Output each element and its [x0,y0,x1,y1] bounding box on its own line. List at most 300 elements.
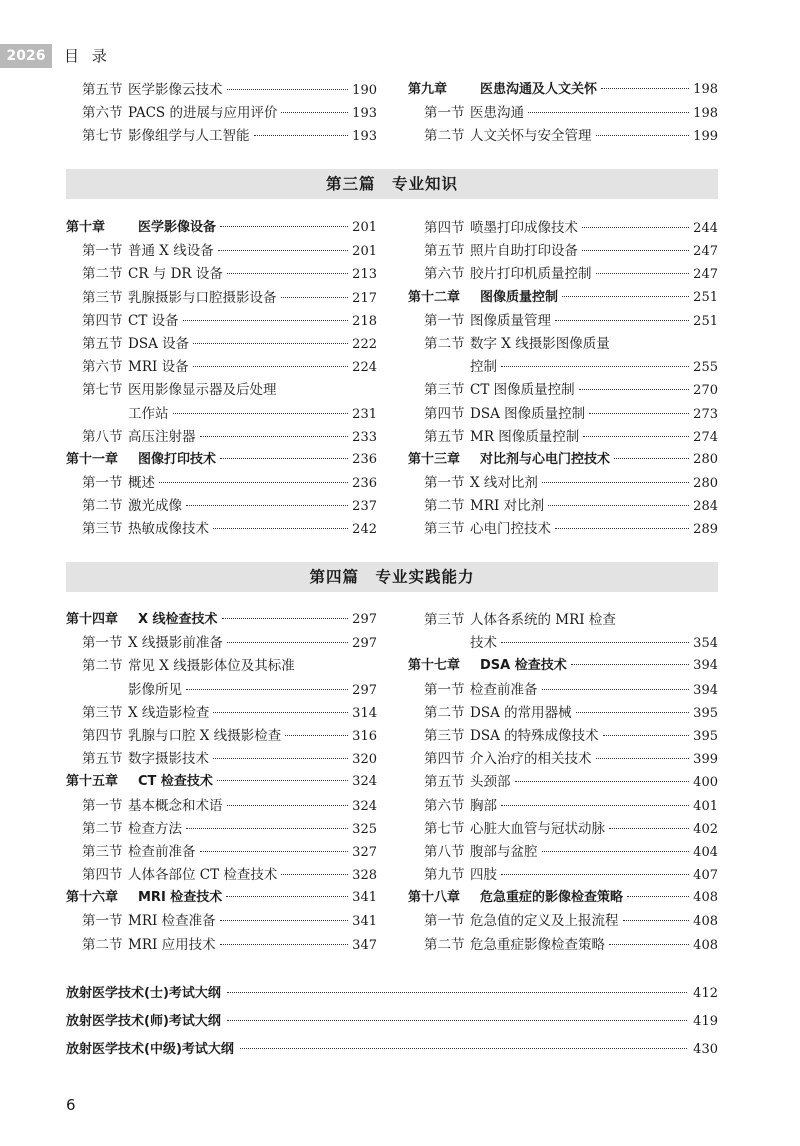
entry-page: 407 [693,868,718,884]
entry-title: 危急重症的影像检查策略 [480,890,624,906]
entry-page: 198 [693,82,718,97]
leader-dots [220,920,349,921]
entry-number: 第二节 [82,658,123,675]
entry-page: 251 [693,289,718,305]
leader-dots [583,436,689,437]
entry-title: 医用影像显示器及后处理 [128,382,277,399]
entry-title: 危急重症影像检查策略 [470,936,605,953]
entry-number: 第六节 [424,797,465,814]
entry-title: 心脏大血管与冠状动脉 [470,820,605,837]
toc-section-entry[interactable] [66,701,377,724]
toc-chapter-entry[interactable] [408,654,718,677]
entry-number: 第二节 [424,704,465,721]
entry-page: 297 [352,612,377,627]
entry-page: 247 [693,267,718,283]
toc-entry-continuation[interactable] [66,402,377,425]
entry-page: 255 [693,360,718,376]
entry-page: 327 [352,844,377,860]
toc-section-entry[interactable] [66,78,377,101]
leader-dots [589,413,689,414]
appendix-page: 419 [693,1014,718,1029]
entry-title: 人文关怀与安全管理 [470,128,592,145]
entry-title: MRI 设备 [128,359,189,376]
entry-number: 第三节 [82,704,123,721]
toc-entry-continuation[interactable] [408,631,718,654]
entry-number: 第十三章 [408,451,461,467]
toc-section-entry[interactable] [66,933,377,956]
entry-number: 第六节 [82,105,123,122]
toc-block-top [66,78,718,148]
toc-column-left [66,78,377,148]
toc-section-entry[interactable] [66,747,377,770]
entry-number: 第六节 [424,266,465,283]
entry-page: 193 [352,129,377,145]
leader-dots [528,112,689,113]
entry-number: 第四节 [82,867,123,884]
toc-section-entry[interactable] [66,262,377,285]
leader-dots [159,482,348,483]
toc-section-entry[interactable] [408,517,718,540]
toc-chapter-entry[interactable] [66,886,377,909]
entry-title: MR 图像质量控制 [470,428,580,445]
leader-dots [200,851,349,852]
toc-chapter-entry[interactable] [66,608,377,631]
toc-chapter-entry[interactable] [66,448,377,471]
entry-title: MRI 对比剂 [470,498,545,515]
leader-dots [217,780,348,781]
appendix-page: 412 [693,986,718,1001]
entry-number: 第四节 [424,751,465,768]
entry-title: 激光成像 [128,498,182,515]
leader-dots [515,781,690,782]
entry-page: 402 [693,821,718,837]
toc-section-entry[interactable] [66,355,377,378]
leader-dots [186,505,348,506]
entry-title: 检查前准备 [128,843,196,860]
entry-number: 第二节 [82,266,123,283]
leader-dots [186,828,348,829]
entry-page: 314 [352,705,377,721]
entry-title: 影像组学与人工智能 [128,128,250,145]
toc-section-entry[interactable] [408,724,718,747]
entry-page: 244 [693,221,718,236]
toc-section-entry[interactable] [66,332,377,355]
entry-number: 第五节 [82,751,123,768]
toc-section-entry[interactable] [66,817,377,840]
toc-section-entry[interactable] [408,425,718,448]
entry-page: 280 [693,451,718,467]
entry-page: 237 [352,499,377,515]
entry-number: 第三节 [82,843,123,860]
leader-dots [220,458,348,459]
leader-dots [220,226,348,227]
appendix-entry[interactable] [66,1010,718,1038]
entry-page: 222 [352,336,377,352]
entry-number: 第五节 [82,82,123,98]
toc-section-entry[interactable] [66,654,377,677]
leader-dots [226,896,348,897]
toc-section-entry[interactable] [66,286,377,309]
entry-title: 危急值的定义及上报流程 [470,913,619,930]
leader-dots [220,944,349,945]
toc-section-entry[interactable] [408,402,718,425]
toc-section-entry[interactable] [408,770,718,793]
leader-dots [542,482,689,483]
leader-dots [227,1020,687,1021]
entry-title: CT 图像质量控制 [470,382,575,399]
leader-dots [555,528,689,529]
entry-number: 第三节 [424,727,465,744]
entry-page: 297 [352,682,377,698]
entry-title: DSA 设备 [128,335,190,352]
entry-title: DSA 的特殊成像技术 [470,727,599,744]
entry-title: 检查方法 [128,820,182,837]
entry-number: 第四节 [424,405,465,422]
entry-title: 胸部 [470,797,497,814]
toc-section-entry[interactable] [66,631,377,654]
entry-page: 273 [693,406,718,422]
entry-page: 224 [352,360,377,376]
entry-title: 影像所见 [128,681,182,698]
entry-number: 第十章 [66,220,106,235]
entry-number: 第四节 [82,312,123,329]
toc-section-entry[interactable] [408,678,718,701]
toc-block-part4 [66,608,718,956]
entry-title: 人体各部位 CT 检查技术 [128,867,278,884]
entry-title: 胶片打印机质量控制 [470,266,592,283]
toc-section-entry[interactable] [408,933,718,956]
entry-page: 270 [693,383,718,399]
entry-title: 人体各系统的 MRI 检查 [470,612,616,628]
entry-page: 218 [352,313,377,329]
entry-page: 280 [693,476,718,492]
entry-number: 第三节 [82,521,123,538]
entry-title: 照片自助打印设备 [470,243,578,260]
toc-section-entry[interactable] [66,425,377,448]
toc-section-entry[interactable] [408,840,718,863]
entry-page: 233 [352,429,377,445]
entry-title: 医患沟通 [470,105,524,122]
leader-dots [609,944,689,945]
toc-chapter-entry[interactable] [408,886,718,909]
leader-dots [227,992,687,993]
entry-title: 高压注射器 [128,428,196,445]
entry-number: 第五节 [82,335,123,352]
leader-dots [240,1048,687,1049]
toc-section-entry[interactable] [66,309,377,332]
toc-section-entry[interactable] [408,494,718,517]
toc-column-left [66,608,377,956]
toc-column-right [408,78,718,148]
leader-dots [627,896,689,897]
entry-title: X 线检查技术 [138,612,218,627]
toc-section-entry[interactable] [408,216,718,239]
leader-dots [576,712,690,713]
entry-number: 第一节 [424,913,465,930]
toc-section-entry[interactable] [408,909,718,932]
leader-dots [596,758,690,759]
leader-dots [501,642,689,643]
entry-page: 217 [352,290,377,306]
leader-dots [582,227,689,228]
toc-section-entry[interactable] [66,840,377,863]
toc-section-entry[interactable] [66,909,377,932]
toc-section-entry[interactable] [66,517,377,540]
leader-dots [582,250,689,251]
leader-dots [562,296,689,297]
leader-dots [609,828,689,829]
toc-section-entry[interactable] [408,701,718,724]
toc-section-entry[interactable] [66,124,377,147]
toc-section-entry[interactable] [66,239,377,262]
entry-page: 394 [693,682,718,698]
entry-page: 324 [352,798,377,814]
leader-dots [183,320,349,321]
toc-section-entry[interactable] [66,794,377,817]
entry-page: 236 [352,451,377,467]
entry-number: 第十六章 [66,890,119,906]
entry-page: 408 [693,914,718,930]
leader-dots [193,366,349,367]
entry-page: 408 [693,937,718,953]
entry-number: 第二节 [424,335,465,352]
entry-title: PACS 的进展与应用评价 [128,105,278,122]
entry-page: 347 [352,937,377,953]
appendix-entry[interactable] [66,982,718,1010]
toc-section-entry[interactable] [408,378,718,401]
entry-number: 第八节 [82,428,123,445]
leader-dots [193,343,348,344]
entry-title: 对比剂与心电门控技术 [480,451,611,467]
toc-column-right [408,608,718,956]
entry-number: 第七节 [82,128,123,145]
entry-number: 第七节 [424,820,465,837]
entry-page: 395 [693,728,718,744]
leader-dots [218,250,348,251]
appendix-list [66,982,718,1066]
entry-number: 第一节 [424,312,465,329]
entry-title: 医学影像云技术 [128,82,223,98]
entry-number: 第一节 [82,243,123,260]
appendix-entry[interactable] [66,1038,718,1066]
entry-number: 第五节 [424,243,465,260]
entry-title: DSA 图像质量控制 [470,405,586,422]
entry-number: 第八节 [424,843,465,860]
entry-title: 乳腺与口腔 X 线摄影检查 [128,727,282,744]
entry-number: 第三节 [424,382,465,399]
leader-dots [571,664,689,665]
toc-section-entry[interactable] [408,309,718,332]
entry-number: 第一节 [424,475,465,492]
entry-page: 297 [352,636,377,652]
entry-page: 320 [352,752,377,768]
entry-page: 328 [352,868,377,884]
entry-title: 图像打印技术 [138,451,217,467]
toc-section-entry[interactable] [66,494,377,517]
toc-section-entry[interactable] [66,378,377,401]
entry-number: 第十五章 [66,774,119,790]
entry-number: 第十七章 [408,658,461,674]
entry-title: 控制 [470,359,497,376]
entry-title: 四肢 [470,867,497,884]
toc-chapter-entry[interactable] [408,448,718,471]
entry-title: 常见 X 线摄影体位及其标准 [128,658,295,675]
toc-chapter-entry[interactable] [408,286,718,309]
leader-dots [614,458,689,459]
toc-section-entry[interactable] [408,863,718,886]
leader-dots [213,758,348,759]
entry-title: 图像质量管理 [470,312,551,329]
leader-dots [548,505,689,506]
toc-section-entry[interactable] [408,124,718,147]
entry-page: 284 [693,499,718,515]
entry-number: 第三节 [82,289,123,306]
toc-chapter-entry[interactable] [66,770,377,793]
leader-dots [501,874,689,875]
entry-page: 274 [693,429,718,445]
toc-section-entry[interactable] [408,262,718,285]
entry-page: 394 [693,658,718,674]
toc-section-entry[interactable] [408,471,718,494]
appendix-title: 放射医学技术(中级)考试大纲 [66,1042,234,1057]
entry-number: 第九章 [408,82,448,97]
leader-dots [227,805,349,806]
leader-dots [596,273,690,274]
toc-section-entry[interactable] [66,471,377,494]
toc-section-entry[interactable] [66,101,377,124]
leader-dots [601,88,689,89]
leader-dots [222,618,349,619]
entry-title: MRI 检查准备 [128,913,216,930]
entry-page: 251 [693,313,718,329]
leader-dots [186,689,348,690]
entry-page: 231 [352,406,377,422]
entry-number: 第一节 [82,913,123,930]
entry-page: 316 [352,728,377,744]
entry-page: 341 [352,914,377,930]
entry-page: 401 [693,798,718,814]
toc-section-entry[interactable] [408,101,718,124]
entry-title: MRI 应用技术 [128,936,216,953]
leader-dots [200,436,349,437]
entry-page: 190 [352,83,377,98]
leader-dots [213,712,348,713]
entry-title: DSA 检查技术 [480,658,567,674]
entry-page: 289 [693,522,718,538]
appendix-page: 430 [693,1042,718,1057]
entry-number: 第五节 [424,774,465,791]
entry-title: 喷墨打印成像技术 [470,220,578,236]
entry-page: 193 [352,106,377,122]
part-heading-3: 第三篇 专业知识 [66,169,718,199]
toc-column-left [66,216,377,541]
leader-dots [285,735,348,736]
entry-title: 普通 X 线设备 [128,243,214,260]
entry-title: X 线造影检查 [128,704,210,721]
leader-dots [213,528,348,529]
entry-page: 199 [693,129,718,145]
entry-number: 第二节 [424,936,465,953]
entry-title: 介入治疗的相关技术 [470,751,592,768]
toc-section-entry[interactable] [408,747,718,770]
entry-page: 408 [693,890,718,906]
toc-section-entry[interactable] [408,239,718,262]
entry-number: 第九节 [424,867,465,884]
leader-dots [596,135,690,136]
entry-number: 第五节 [424,428,465,445]
page-number: 6 [66,1096,76,1114]
toc-section-entry[interactable] [408,794,718,817]
appendix-title: 放射医学技术(士)考试大纲 [66,986,221,1001]
entry-title: 基本概念和术语 [128,797,223,814]
leader-dots [501,366,689,367]
entry-page: 201 [352,220,377,235]
toc-section-entry[interactable] [408,817,718,840]
entry-number: 第三节 [424,612,465,628]
entry-page: 354 [693,636,718,652]
toc-section-entry[interactable] [66,863,377,886]
entry-page: 325 [352,821,377,837]
entry-page: 242 [352,522,377,538]
entry-number: 第四节 [82,727,123,744]
leader-dots [281,112,348,113]
year-badge: 2026 [0,44,52,68]
toc-section-entry[interactable] [66,724,377,747]
entry-title: X 线对比剂 [470,475,538,492]
toc-section-entry[interactable] [408,608,718,631]
entry-number: 第六节 [82,359,123,376]
entry-title: 图像质量控制 [480,289,559,305]
entry-title: X 线摄影前准备 [128,635,223,652]
entry-page: 213 [352,267,377,283]
leader-dots [227,642,348,643]
entry-number: 第十一章 [66,451,119,467]
leader-dots [603,735,690,736]
entry-number: 第七节 [82,382,123,399]
toc-chapter-entry[interactable] [66,216,377,239]
leader-dots [555,320,689,321]
entry-number: 第一节 [82,797,123,814]
leader-dots [623,920,690,921]
entry-page: 399 [693,752,718,768]
entry-number: 第十四章 [66,612,119,627]
toc-chapter-entry[interactable] [408,78,718,101]
entry-page: 236 [352,476,377,492]
entry-number: 第四节 [424,220,465,236]
entry-number: 第一节 [82,635,123,652]
entry-page: 404 [693,844,718,860]
entry-page: 198 [693,106,718,122]
toc-entry-continuation[interactable] [408,355,718,378]
toc-section-entry[interactable] [408,332,718,355]
entry-title: CT 检查技术 [138,774,213,790]
leader-dots [579,389,690,390]
entry-number: 第二节 [82,498,123,515]
toc-entry-continuation[interactable] [66,678,377,701]
leader-dots [281,874,348,875]
entry-page: 400 [693,775,718,791]
entry-title: 头颈部 [470,774,511,791]
entry-title: 热敏成像技术 [128,521,209,538]
entry-title: CT 设备 [128,312,179,329]
leader-dots [227,89,349,90]
page-header-title: 目 录 [64,47,111,65]
entry-number: 第三节 [424,521,465,538]
entry-title: 医患沟通及人文关怀 [480,82,598,97]
entry-number: 第一节 [424,681,465,698]
entry-title: 乳腺摄影与口腔摄影设备 [128,289,277,306]
entry-number: 第一节 [424,105,465,122]
